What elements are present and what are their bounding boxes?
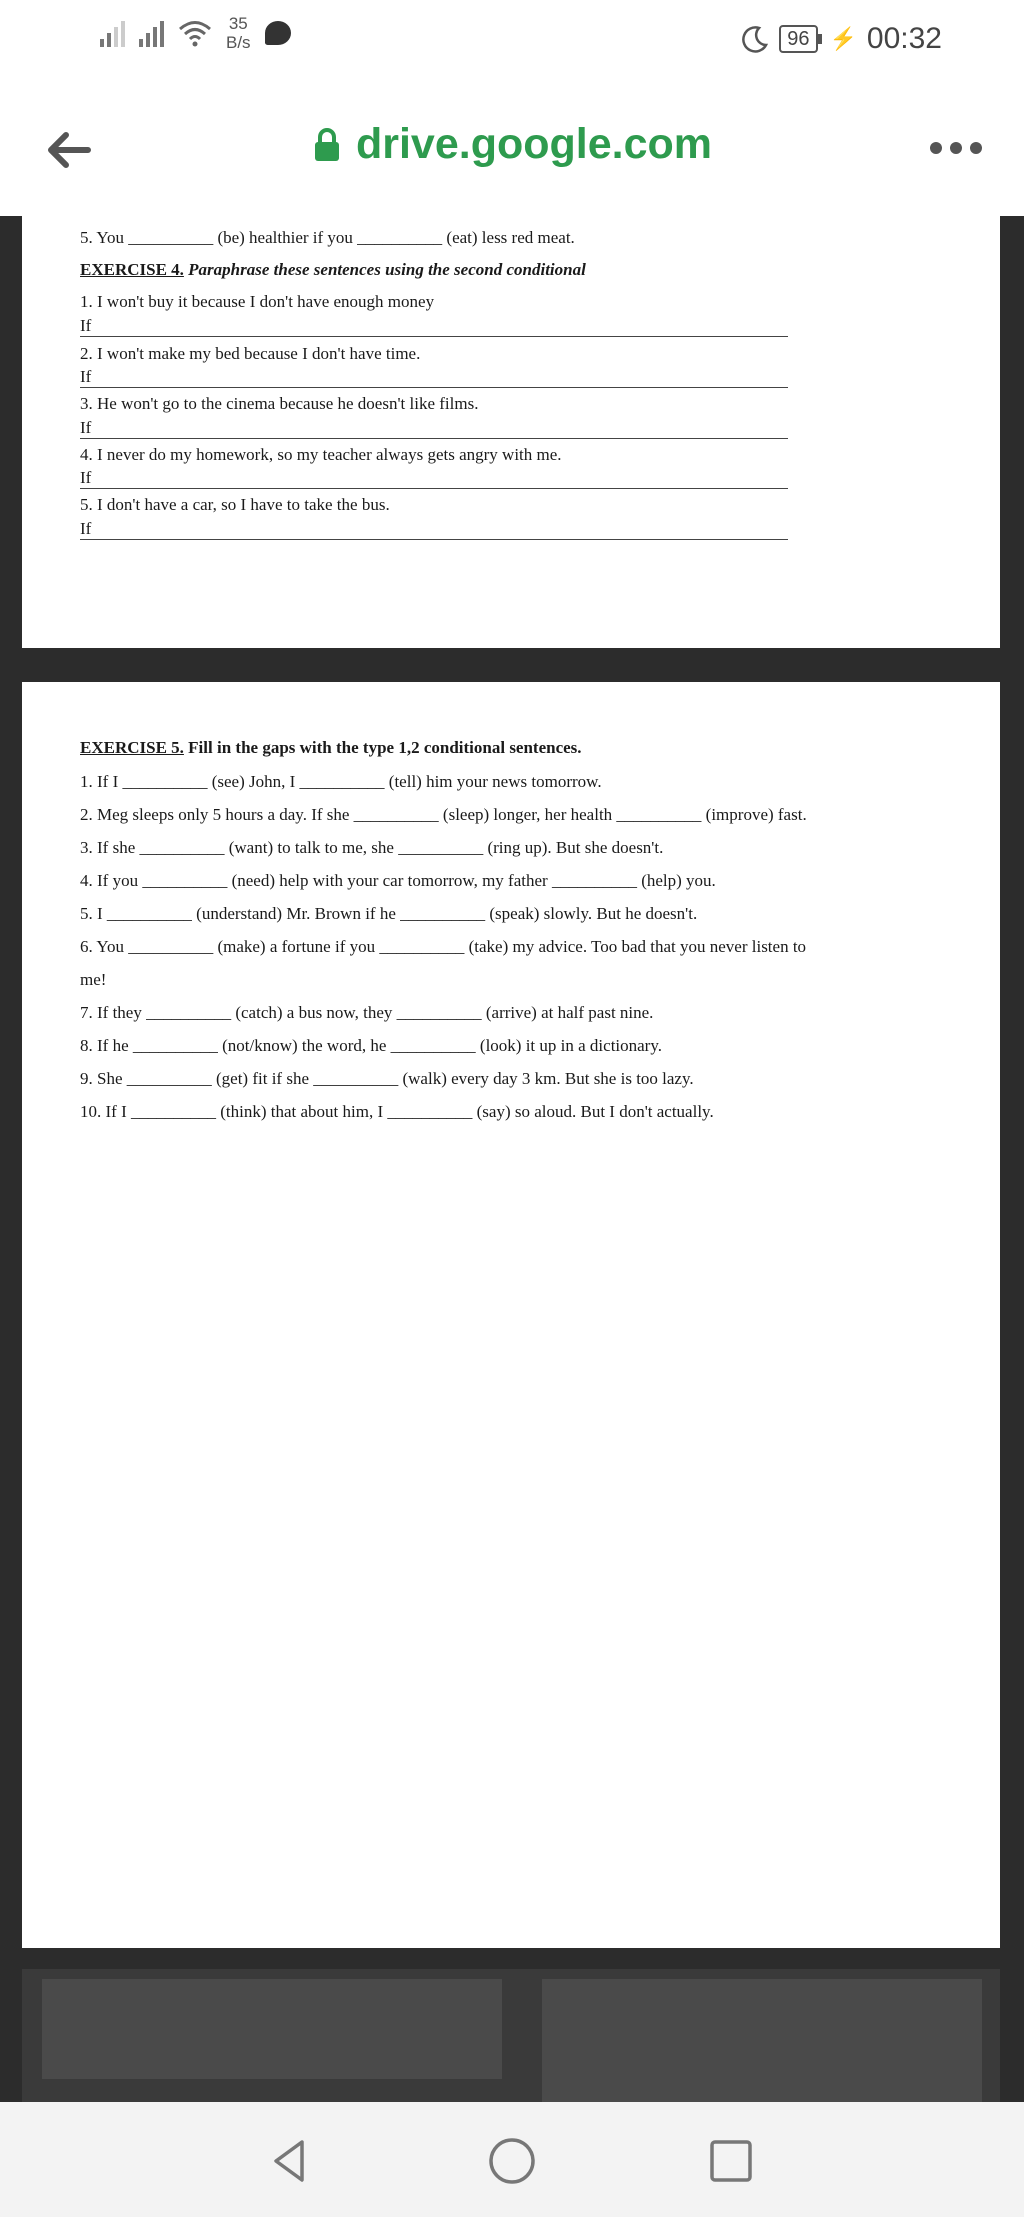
system-nav-bar	[0, 2102, 1024, 2217]
answer-line-2: If	[80, 367, 788, 388]
wifi-icon	[178, 19, 212, 47]
speed-unit: B/s	[226, 33, 251, 52]
nav-home-icon[interactable]	[487, 2136, 537, 2186]
blurred-table-left	[42, 1979, 502, 2079]
exercise4-item-4: 4. I never do my homework, so my teacher always gets angry with me.	[80, 445, 562, 464]
answer-line-5: If	[80, 519, 788, 540]
browser-header	[0, 80, 1024, 216]
exercise5-title	[80, 738, 582, 758]
exercise4-instruction: Paraphrase these sentences using the second conditional	[188, 260, 586, 279]
nav-back-icon[interactable]	[266, 2136, 316, 2186]
moon-icon	[741, 25, 769, 53]
answer-line-1: If	[80, 316, 788, 337]
signal-icon	[100, 19, 125, 47]
exercise5-instruction: Fill in the gaps with the type 1,2 conditional sentences.	[188, 738, 582, 757]
exercise4-item-2: 2. I won't make my bed because I don't have time.	[80, 344, 421, 363]
battery-level: 96	[787, 28, 810, 50]
blurred-table-right	[542, 1979, 982, 2102]
document-page-1	[22, 216, 1000, 648]
document-viewer[interactable]	[0, 216, 1024, 2102]
speed-value: 35	[228, 14, 248, 33]
url-text: drive.google.com	[355, 120, 712, 168]
clock: 00:32	[866, 22, 942, 55]
document-page-2	[22, 682, 1000, 1948]
exercise3-item-5: 5. You __________ (be) healthier if you __________ (eat) less red meat.	[80, 228, 575, 247]
status-left	[100, 14, 291, 52]
exercise5-item-6: 6. You __________ (make) a fortune if you __________ (take) my advice. Too bad that you never listen to	[80, 937, 807, 956]
exercise5-item-4: 4. If you __________ (need) help with your car tomorrow, my father __________ (help) you.	[80, 871, 716, 890]
exercise4-item-3: 3. He won't go to the cinema because he doesn't like films.	[80, 394, 479, 413]
exercise5-item-3: 3. If she __________ (want) to talk to me, she __________ (ring up). But she doesn't.	[80, 838, 664, 857]
status-right	[741, 22, 942, 56]
network-speed	[226, 14, 251, 52]
document-page-3-preview	[22, 1969, 1000, 2102]
exercise5-item-7: 7. If they __________ (catch) a bus now, they __________ (arrive) at half past nine.	[80, 1003, 654, 1022]
more-options-icon[interactable]	[930, 142, 982, 154]
battery-icon	[779, 25, 817, 53]
status-bar	[0, 0, 1024, 80]
exercise5-item-10: 10. If I __________ (think) that about him, I __________ (say) so aloud. But I don't actually.	[80, 1102, 714, 1121]
answer-line-4: If	[80, 468, 788, 489]
exercise5-item-5: 5. I __________ (understand) Mr. Brown if he __________ (speak) slowly. But he doesn't.	[80, 904, 698, 923]
exercise5-item-2: 2. Meg sleeps only 5 hours a day. If she __________ (sleep) longer, her health __________ (improve) fast.	[80, 805, 807, 824]
exercise4-title	[80, 260, 586, 280]
exercise4-label: EXERCISE 4.	[80, 260, 184, 279]
charging-icon: ⚡	[829, 26, 857, 51]
nav-recent-apps-icon[interactable]	[706, 2136, 756, 2186]
exercise4-item-1: 1. I won't buy it because I don't have enough money	[80, 292, 435, 311]
exercise5-item-6-cont: me!	[80, 970, 107, 989]
notification-icon	[265, 21, 291, 45]
exercise4-item-5: 5. I don't have a car, so I have to take the bus.	[80, 495, 390, 514]
lock-icon	[312, 127, 342, 163]
exercise5-item-9: 9. She __________ (get) fit if she __________ (walk) every day 3 km. But she is too lazy.	[80, 1069, 694, 1088]
exercise5-item-1: 1. If I __________ (see) John, I __________ (tell) him your news tomorrow.	[80, 772, 602, 791]
exercise5-label: EXERCISE 5.	[80, 738, 184, 757]
address-bar[interactable]	[0, 120, 1024, 169]
exercise5-item-8: 8. If he __________ (not/know) the word, he __________ (look) it up in a dictionary.	[80, 1036, 662, 1055]
signal-icon-2	[139, 19, 164, 47]
answer-line-3: If	[80, 418, 788, 439]
